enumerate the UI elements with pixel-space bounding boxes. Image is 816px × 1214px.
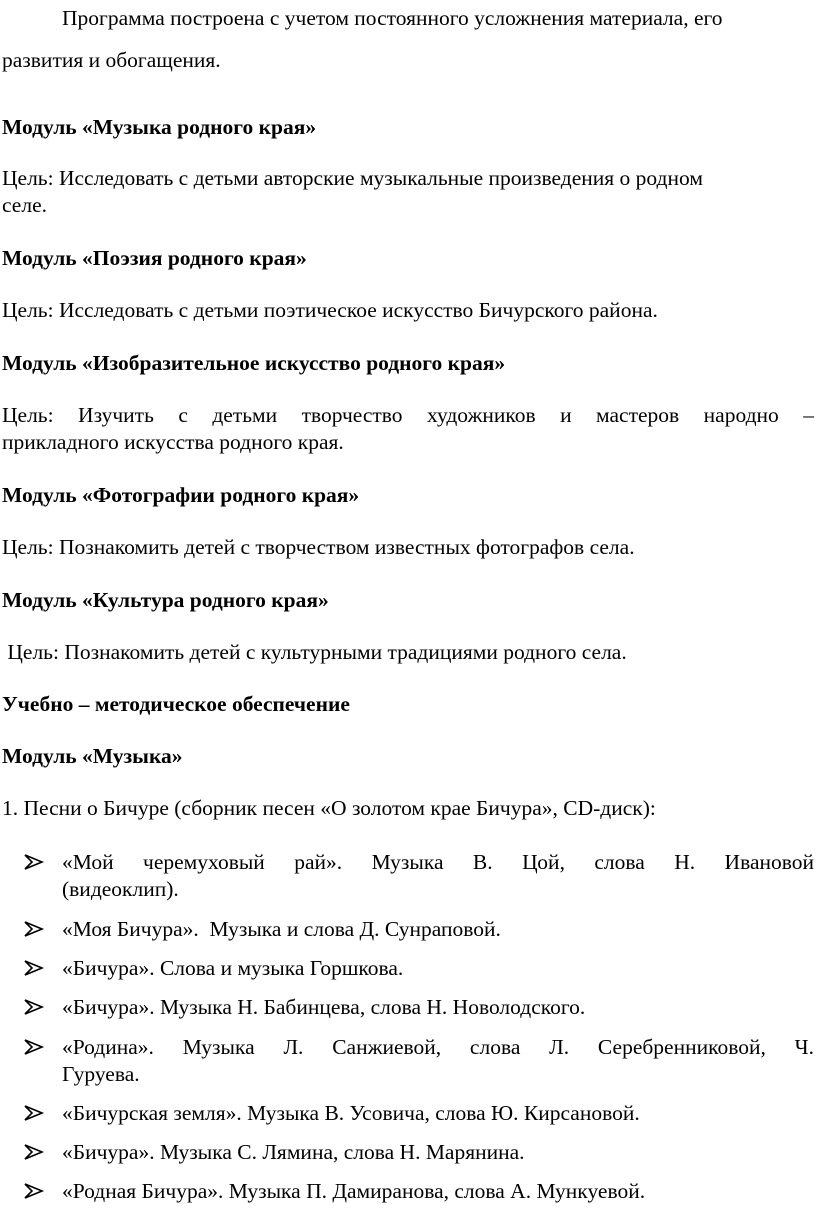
module-title-culture: Модуль «Культура родного края» [2, 588, 329, 612]
song-line-1: «Родная Бичура». Музыка П. Дамиранова, слова А. Мункуевой. [62, 1179, 646, 1203]
module-goal-art-line-1: Цель: Изучить с детьми творчество художников и мастеров народно – [2, 403, 814, 427]
song-line-1: «Бичурская земля». Музыка В. Усовича, слова Ю. Кирсановой. [62, 1101, 640, 1125]
song-line-1: «Мой черемуховый рай». Музыка В. Цой, слова Н. Ивановой [62, 850, 814, 874]
arrowhead-bullet-icon [22, 1101, 46, 1125]
song-line-1: «Бичура». Слова и музыка Горшкова. [62, 956, 404, 980]
song-line-1: «Родина». Музыка Л. Санжиевой, слова Л. Серебренниковой, Ч. [62, 1035, 814, 1059]
arrowhead-bullet-icon [22, 956, 46, 980]
module-title-art: Модуль «Изобразительное искусство родного края» [2, 351, 506, 375]
intro-line-1: Программа построена с учетом постоянного усложнения материала, его [62, 6, 723, 30]
song-line-1: «Бичура». Музыка С. Лямина, слова Н. Марянина. [62, 1140, 525, 1164]
arrowhead-bullet-icon [22, 1179, 46, 1203]
module-goal-music-line-2: селе. [2, 193, 47, 217]
module-goal-culture: Цель: Познакомить детей с культурными традициями родного села. [2, 640, 627, 664]
module-goal-art-line-2: прикладного искусства родного края. [2, 430, 344, 454]
support-heading: Учебно – методическое обеспечение [2, 692, 350, 716]
module-goal-poetry: Цель: Исследовать с детьми поэтическое искусство Бичурского района. [2, 298, 658, 322]
song-line-1: «Бичура». Музыка Н. Бабинцева, слова Н. Новолодского. [62, 995, 586, 1019]
song-line-2: (видеоклип). [62, 877, 179, 901]
module-title-photo: Модуль «Фотографии родного края» [2, 483, 360, 507]
module-title-music: Модуль «Музыка родного края» [2, 115, 317, 139]
module-title-poetry: Модуль «Поэзия родного края» [2, 246, 307, 270]
song-line-1: «Моя Бичура». Музыка и слова Д. Сунраповой. [62, 917, 501, 941]
arrowhead-bullet-icon [22, 917, 46, 941]
music-module-heading: Модуль «Музыка» [2, 744, 183, 768]
song-line-2: Гуруева. [62, 1062, 140, 1086]
arrowhead-bullet-icon [22, 995, 46, 1019]
arrowhead-bullet-icon [22, 1035, 46, 1059]
module-goal-music-line-1: Цель: Исследовать с детьми авторские музыкальные произведения о родном [2, 166, 703, 190]
songs-intro: 1. Песни о Бичуре (сборник песен «О золотом крае Бичура», CD-диск): [2, 796, 656, 820]
arrowhead-bullet-icon [22, 850, 46, 874]
module-goal-photo: Цель: Познакомить детей с творчеством известных фотографов села. [2, 535, 635, 559]
arrowhead-bullet-icon [22, 1140, 46, 1164]
intro-line-2: развития и обогащения. [2, 48, 221, 72]
